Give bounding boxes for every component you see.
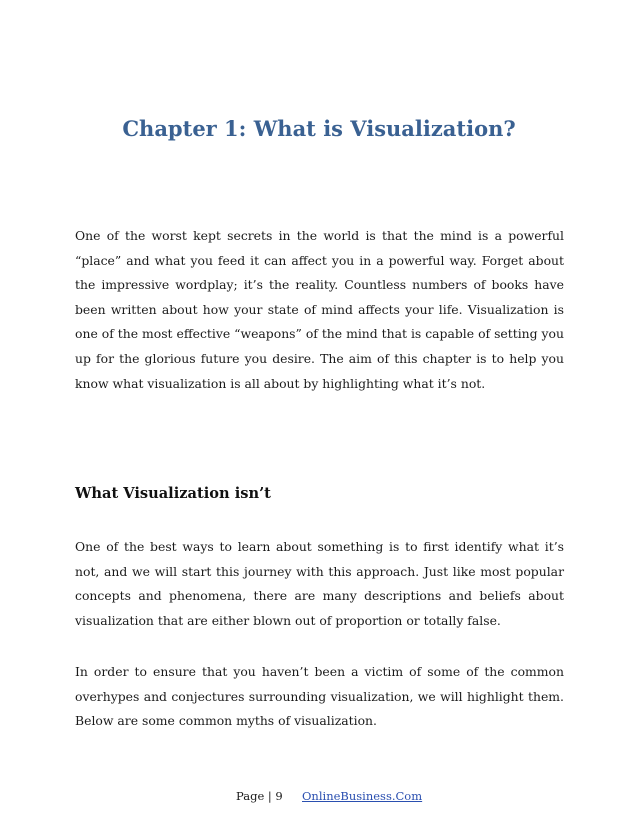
footer-site-link[interactable]: OnlineBusiness.Com — [302, 789, 423, 803]
section-paragraph-2: In order to ensure that you haven’t been a victim of some of the common overhypes and conjectures surrounding visualization, we will highlight them. Below are some common myths of visualization. — [75, 664, 564, 729]
intro-paragraph: One of the worst kept secrets in the world is that the mind is a powerful “place” and what you feed it can affect you in a powerful way. Forget about the impressive wordplay; it’s the reality. Countless numbers of books have been written about how your state of mind affects your life. Visualization is one of the most effective “weapons” of the mind that is capable of setting you up for the glorious future you desire. The aim of this chapter is to help you know what visualization is all about by highlighting what it’s not. — [75, 228, 564, 391]
chapter-title: Chapter 1: What is Visualization? — [122, 116, 516, 141]
page-number: Page | 9 — [236, 789, 283, 803]
section-heading: What Visualization isn’t — [75, 485, 271, 502]
section-paragraph-1: One of the best ways to learn about something is to first identify what it’s not, and we will start this journey with this approach. Just like most popular concepts and phenomena, there are many descriptions and beliefs about visualization that are either blown out of proportion or totally false. — [75, 539, 564, 628]
